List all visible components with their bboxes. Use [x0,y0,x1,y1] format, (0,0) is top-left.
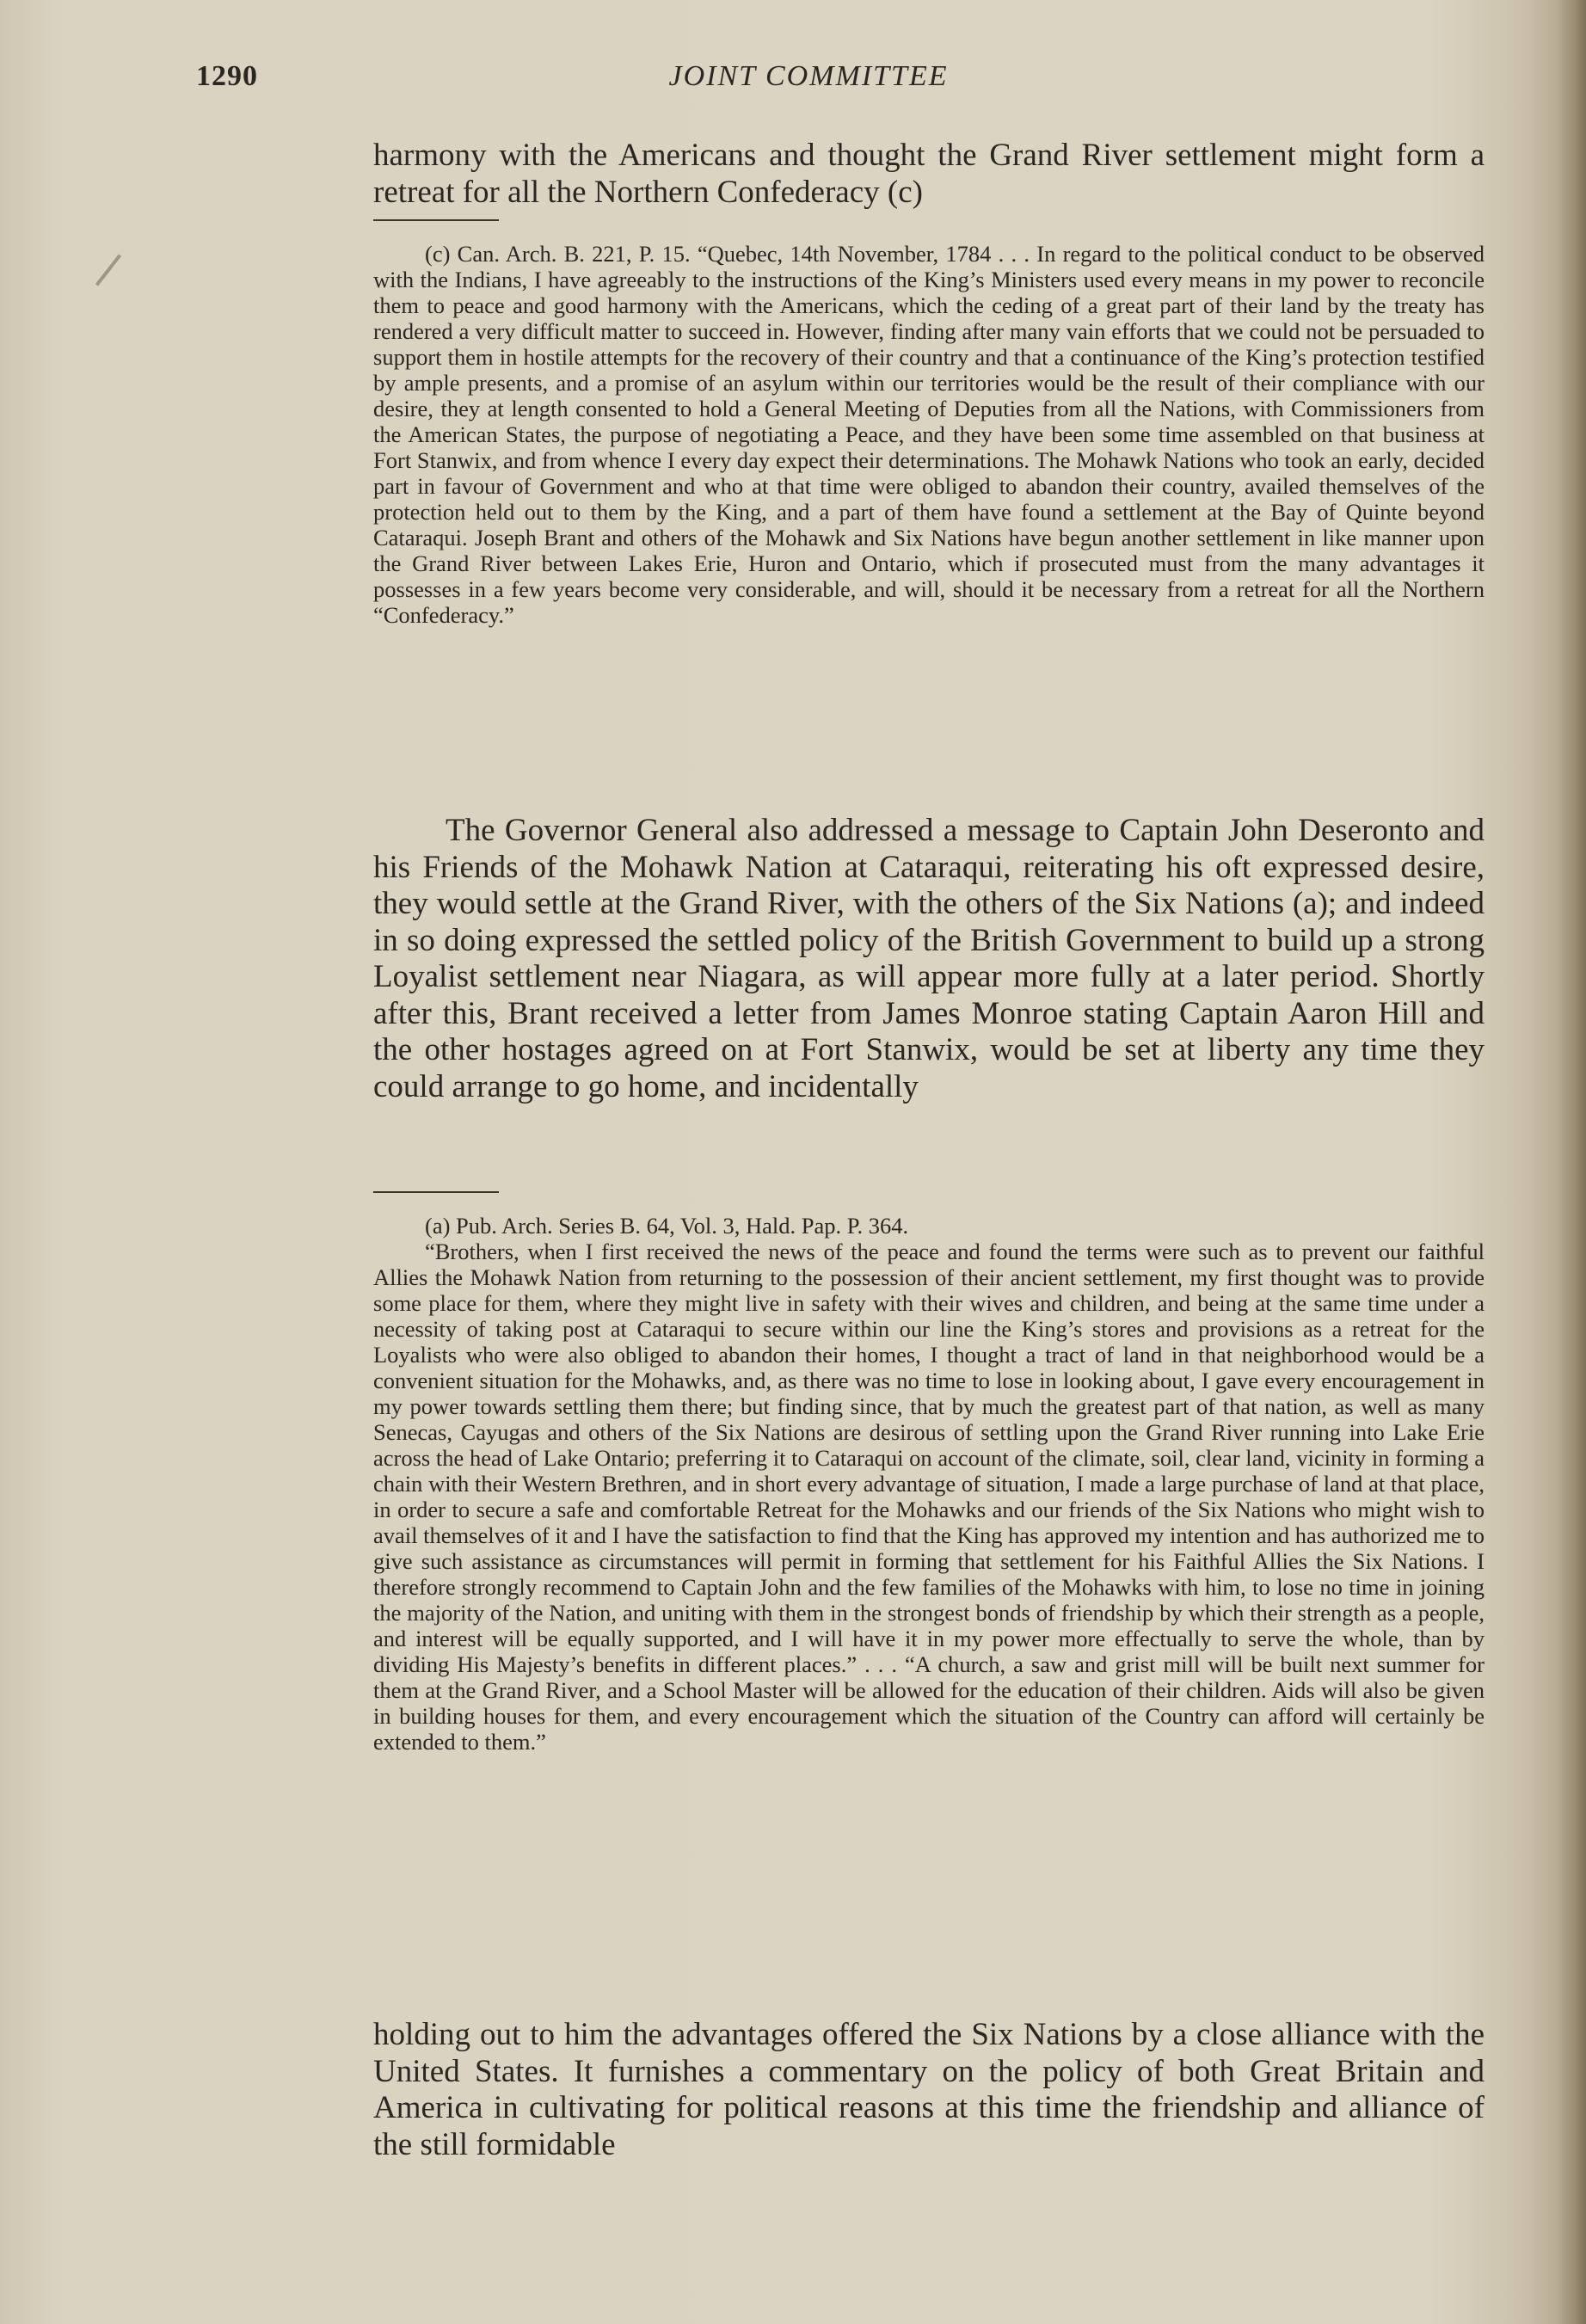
footnote-rule-2 [373,1191,499,1193]
footnote-a-reference: (a) Pub. Arch. Series B. 64, Vol. 3, Hald. Pap. P. 364. [425,1213,909,1239]
pencil-mark [95,254,121,286]
footnote-c-text: (c) Can. Arch. B. 221, P. 15. “Quebec, 14th November, 1784 . . . In regard to the political conduct to be observed with the Indians, I have agreeably to the instructions of the King’s Ministers used every means in my power to reconcile them to peace and good harmony with the Americans, which the ceding of a great part of their land by the treaty has rendered a very difficult matter to succeed in. However, finding after many vain efforts that we could not be persuaded to support them in hostile attempts for the recovery of their country and that a continuance of the King’s protection testified by ample presents, and a promise of an asylum within our territories would be the result of their compliance with our desire, they at length consented to hold a General Meeting of Deputies from all the Nations, with Commissioners from the American States, the purpose of negotiating a Peace, and they have been some time assembled on that business at Fort Stanwix, and from whence I every day expect their determinations. The Mohawk Nations who took an early, decided part in favour of Government and who at that time were obliged to abandon their country, availed themselves of the protection held out to them by the King, and a part of them have found a settlement at the Bay of Quinte beyond Cataraqui. Joseph Brant and others of the Mohawk and Six Nations have begun another settlement in like manner upon the Grand River between Lakes Erie, Huron and Ontario, which if prosecuted must from the many advantages it possesses in a few years become very considerable, and will, should it be necessary from a retreat for all the Northern “Confederacy.” [373,241,1485,628]
footnote-rule-1 [373,219,499,221]
page-header [0,60,1586,103]
body-paragraph-2: The Governor General also addressed a message to Captain John Deseronto and his Friends of the Mohawk Nation at Cataraqui, reiterating his oft expressed desire, they would settle at the Grand River, with the others of the Six Nations (a); and indeed in so doing expressed the settled policy of the British Government to build up a strong Loyalist settlement near Niagara, as will appear more fully at a later period. Shortly after this, Brant received a letter from James Monroe stating Captain Aaron Hill and the other hostages agreed on at Fort Stanwix, would be set at liberty any time they could arrange to go home, and incidentally [373,813,1485,1104]
page-gutter-shadow [1557,0,1586,2324]
running-head: JOINT COMMITTEE [668,60,949,92]
body-paragraph-1: harmony with the Americans and thought the Grand River settlement might form a retreat for all the Northern Confederacy (c) [373,138,1485,210]
footnote-a-quote: “Brothers, when I first received the news of the peace and found the terms were such as to prevent our faithful Allies the Mohawk Nation from returning to the possession of their ancient settlement, my first thought was to provide some place for them, where they might live in safety with their wives and children, and being at the same time under a necessity of taking post at Cataraqui to secure within our line the King’s stores and provisions as a retreat for the Loyalists who were also obliged to abandon their homes, I thought a tract of land in that neighborhood would be a convenient situation for the Mohawks, and, as there was no time to lose in looking about, I gave every encouragement in my power towards settling them there; but finding since, that by much the greatest part of that nation, as well as many Senecas, Cayugas and others of the Six Nations are desirous of settling upon the Grand River running into Lake Erie across the head of Lake Ontario; preferring it to Cataraqui on account of the climate, soil, clear land, vicinity in forming a chain with their Western Brethren, and in short every advantage of situation, I made a large purchase of land at that place, in order to secure a safe and comfortable Retreat for the Mohawks and our friends of the Six Nations who might wish to avail themselves of it and I have the satisfaction to find that the King has approved my intention and has authorized me to give such assistance as circumstances will permit in forming that settlement for his Faithful Allies the Six Nations. I therefore strongly recommend to Captain John and the few families of the Mohawks with him, to lose no time in joining the majority of the Nation, and uniting with them in the strongest bonds of friendship by which their strength as a people, and interest will be equally supported, and I will have it in my power more effectually to serve the whole, than by dividing His Majesty’s benefits in different places.” . . . “A church, a saw and grist mill will be built next summer for them at the Grand River, and a School Master will be allowed for the education of their children. Aids will also be given in building houses for them, and every encouragement which the situation of the Country can afford will certainly be extended to them.” [373,1239,1485,1755]
page-number: 1290 [196,60,258,92]
footnote-a [373,1213,1485,1755]
body-paragraph-3: holding out to him the advantages offered the Six Nations by a close alliance with the United States. It furnishes a commentary on the policy of both Great Britain and America in cultivating for political reasons at this time the friendship and alliance of the still formidable [373,2017,1485,2162]
footnote-c [373,241,1485,628]
